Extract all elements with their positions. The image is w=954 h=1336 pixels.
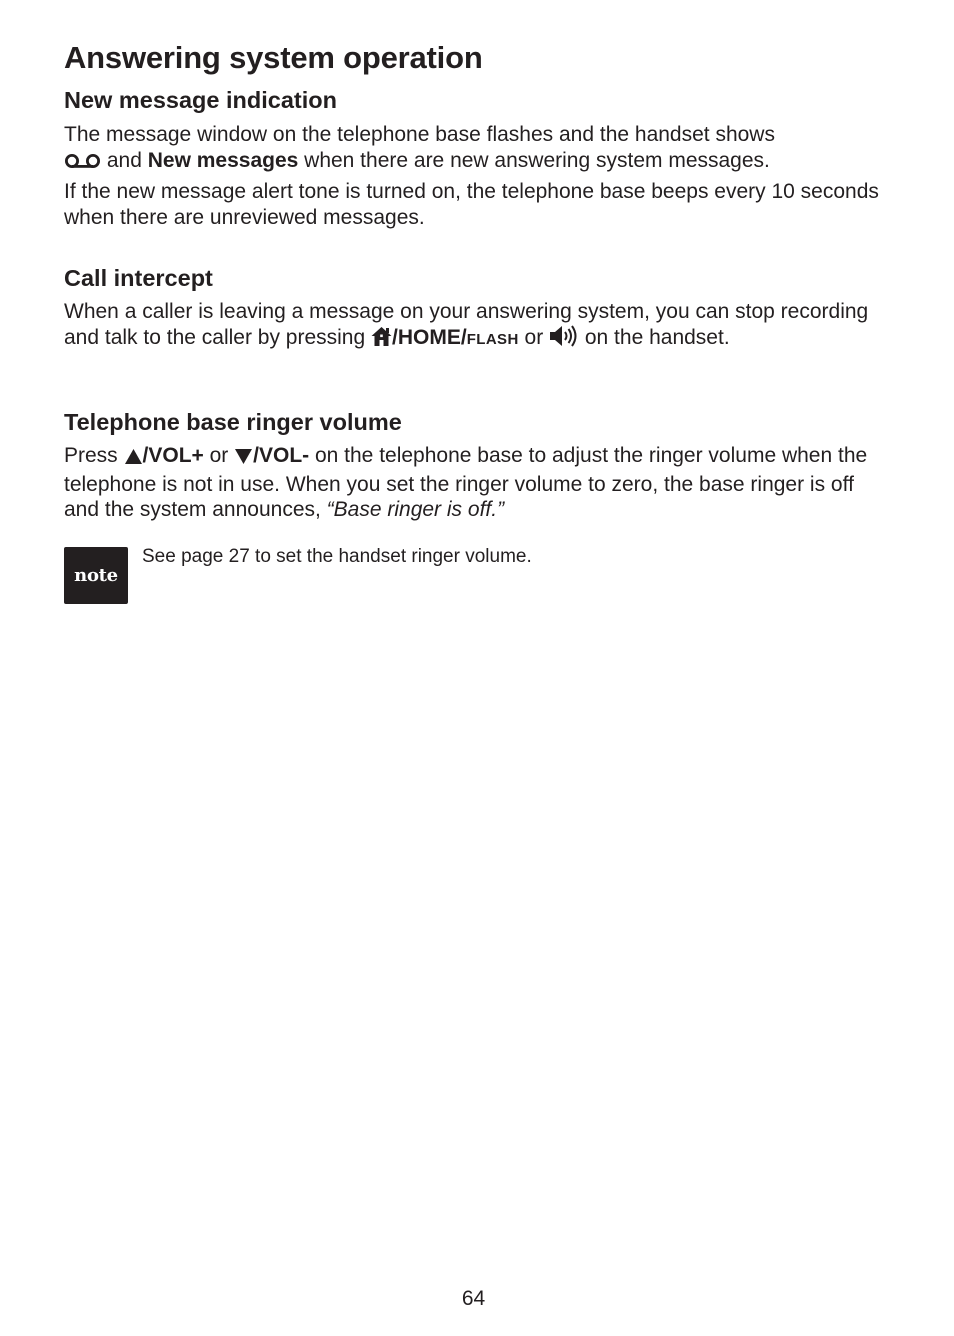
new-messages-bold: New messages (147, 148, 299, 172)
page-number: 64 (461, 1287, 486, 1310)
alert-tone-paragraph: If the new message alert tone is turned on, the telephone base beeps every 10 seconds when there are unreviewed messages. (64, 180, 879, 229)
triangle-up-icon (124, 446, 143, 472)
new-message-text-1: The message window on the telephone base flashes and the handset shows (64, 123, 775, 146)
vol-up-key-label: /VOL+ (142, 444, 204, 467)
call-intercept-text-2: or (518, 325, 550, 349)
note-label: note (74, 565, 118, 586)
call-intercept-text-1: When a caller is leaving a message on your answering system, you can stop recording and talk to the caller by pressing (64, 300, 869, 349)
home-icon (371, 326, 392, 354)
ringer-volume-paragraph (64, 443, 894, 523)
page-title: Answering system operation (64, 40, 483, 75)
ringer-announcement-quote: “Base ringer is off.” (326, 498, 505, 521)
section-heading-call-intercept: Call intercept (64, 265, 213, 291)
triangle-down-icon (234, 446, 253, 472)
section-heading-ringer-volume: Telephone base ringer volume (64, 409, 402, 435)
home-key-label: /HOME/ (392, 325, 467, 349)
new-message-text-3: when there are new answering system messages. (298, 148, 770, 172)
note-text: See page 27 to set the handset ringer volume. (142, 546, 532, 567)
ringer-text-2: or (203, 444, 235, 467)
ringer-text-3: on the telephone base to adjust the ringer volume when the telephone is not in use. When you set the ringer volume to zero, the base ringer is off and the system announces, (64, 444, 868, 521)
new-message-text-2: and (101, 148, 148, 172)
note-badge (64, 547, 128, 604)
flash-key-label: FLASH (466, 330, 519, 348)
vol-down-key-label: /VOL- (253, 444, 310, 467)
call-intercept-text-3: on the handset. (579, 325, 730, 349)
new-message-paragraph (64, 122, 904, 176)
voicemail-icon (64, 151, 101, 177)
speaker-icon (549, 325, 579, 354)
ringer-text-1: Press (64, 444, 124, 467)
call-intercept-paragraph (64, 299, 904, 353)
section-heading-new-message: New message indication (64, 87, 337, 113)
